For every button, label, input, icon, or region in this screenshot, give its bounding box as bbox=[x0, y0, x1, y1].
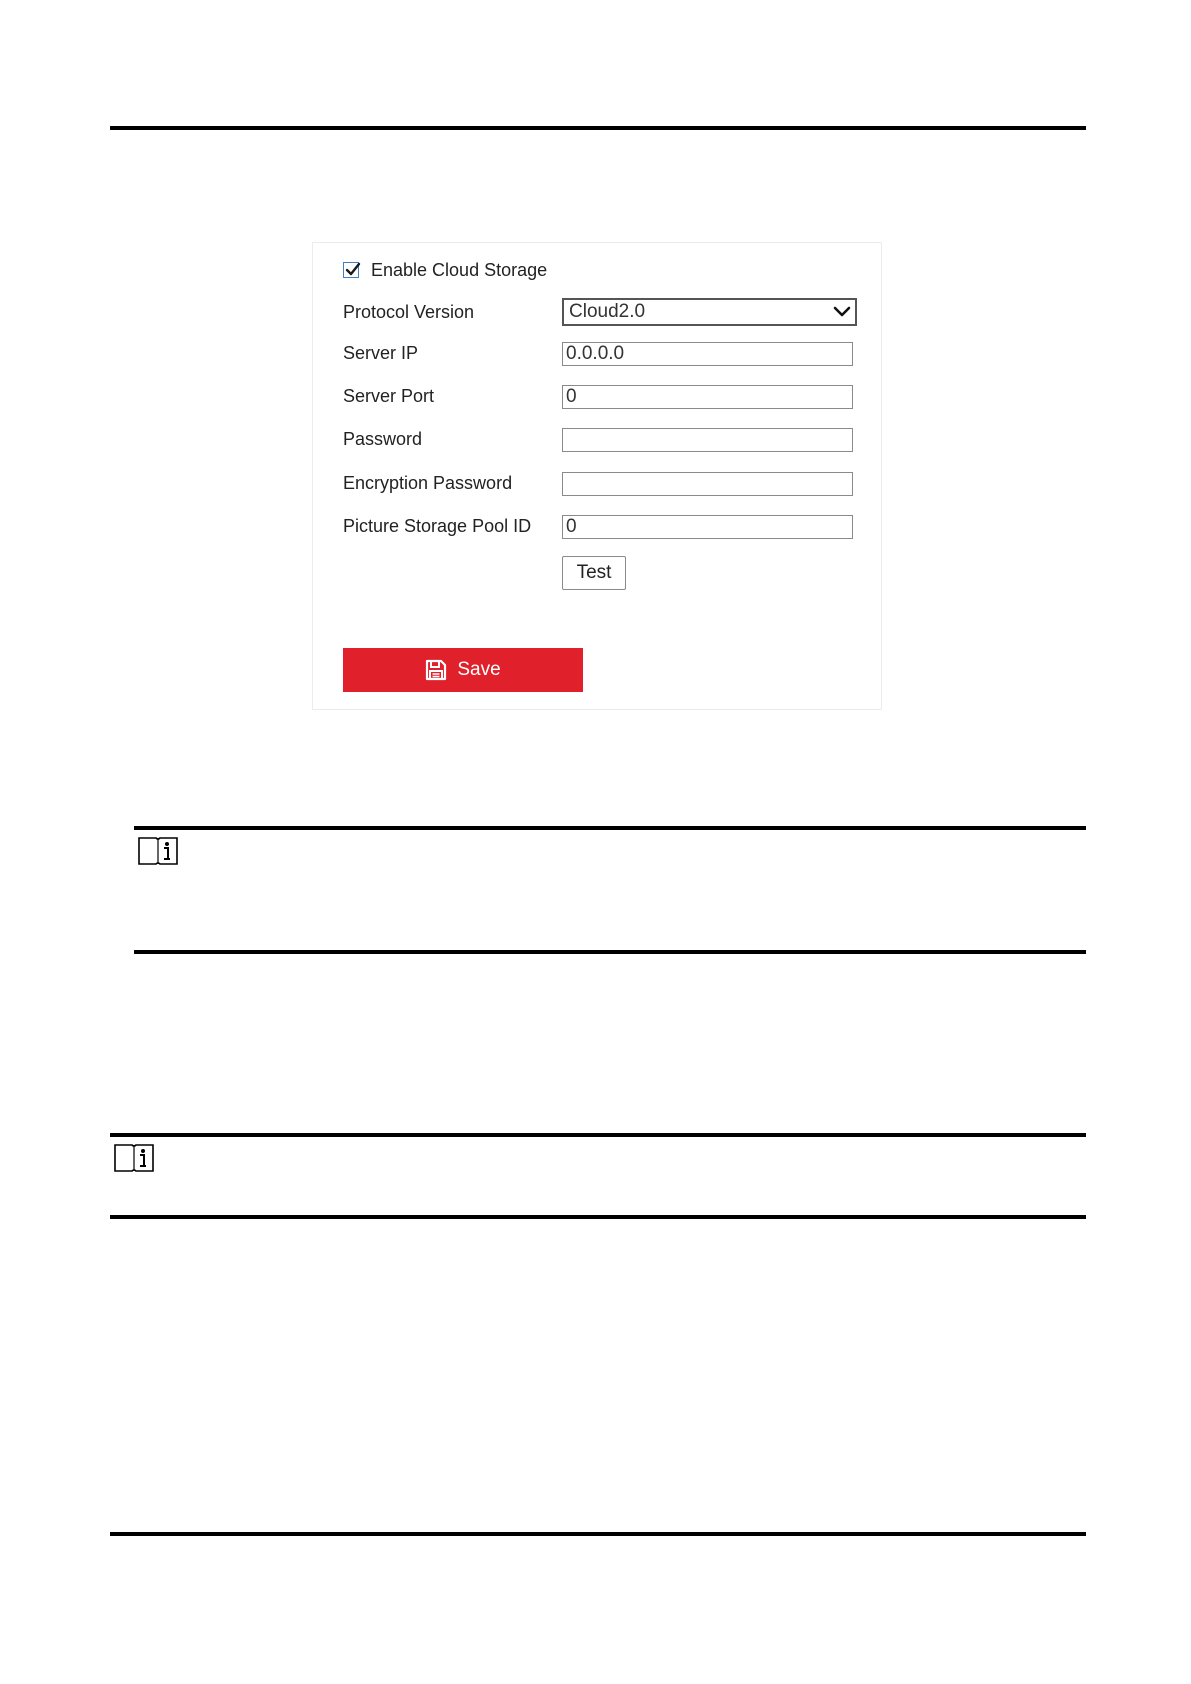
server-port-label: Server Port bbox=[343, 386, 435, 406]
book-info-icon bbox=[113, 1143, 155, 1173]
chevron-down-icon bbox=[833, 304, 851, 320]
save-button[interactable] bbox=[343, 648, 583, 692]
server-ip-input[interactable]: 0.0.0.0 bbox=[562, 342, 853, 366]
checkmark-icon bbox=[344, 261, 362, 279]
enable-cloud-storage-checkbox[interactable] bbox=[343, 262, 359, 278]
test-button[interactable]: Test bbox=[562, 556, 626, 590]
password-label: Password bbox=[343, 429, 423, 449]
note-top-rule-2 bbox=[110, 1133, 1086, 1137]
book-info-icon bbox=[137, 836, 179, 866]
enable-cloud-storage-label: Enable Cloud Storage bbox=[371, 259, 548, 280]
note-top-rule bbox=[134, 826, 1086, 830]
save-button-label: Save bbox=[457, 659, 501, 680]
page-footer-rule bbox=[110, 1532, 1086, 1536]
page-header-rule bbox=[110, 126, 1086, 130]
encryption-password-input[interactable] bbox=[562, 472, 853, 496]
protocol-version-select[interactable] bbox=[562, 298, 857, 326]
cloud-storage-panel bbox=[312, 242, 882, 710]
picture-storage-pool-id-input[interactable]: 0 bbox=[562, 515, 853, 539]
picture-storage-pool-id-label: Picture Storage Pool ID bbox=[343, 516, 532, 536]
password-input[interactable] bbox=[562, 428, 853, 452]
floppy-disk-icon bbox=[425, 659, 447, 681]
enable-cloud-storage-row[interactable] bbox=[343, 259, 547, 281]
server-ip-label: Server IP bbox=[343, 343, 419, 363]
encryption-password-label: Encryption Password bbox=[343, 473, 513, 493]
server-port-input[interactable]: 0 bbox=[562, 385, 853, 409]
note-bottom-rule bbox=[134, 950, 1086, 954]
note-bottom-rule-2 bbox=[110, 1215, 1086, 1219]
protocol-version-label: Protocol Version bbox=[343, 302, 475, 322]
protocol-version-value: Cloud2.0 bbox=[569, 301, 646, 322]
